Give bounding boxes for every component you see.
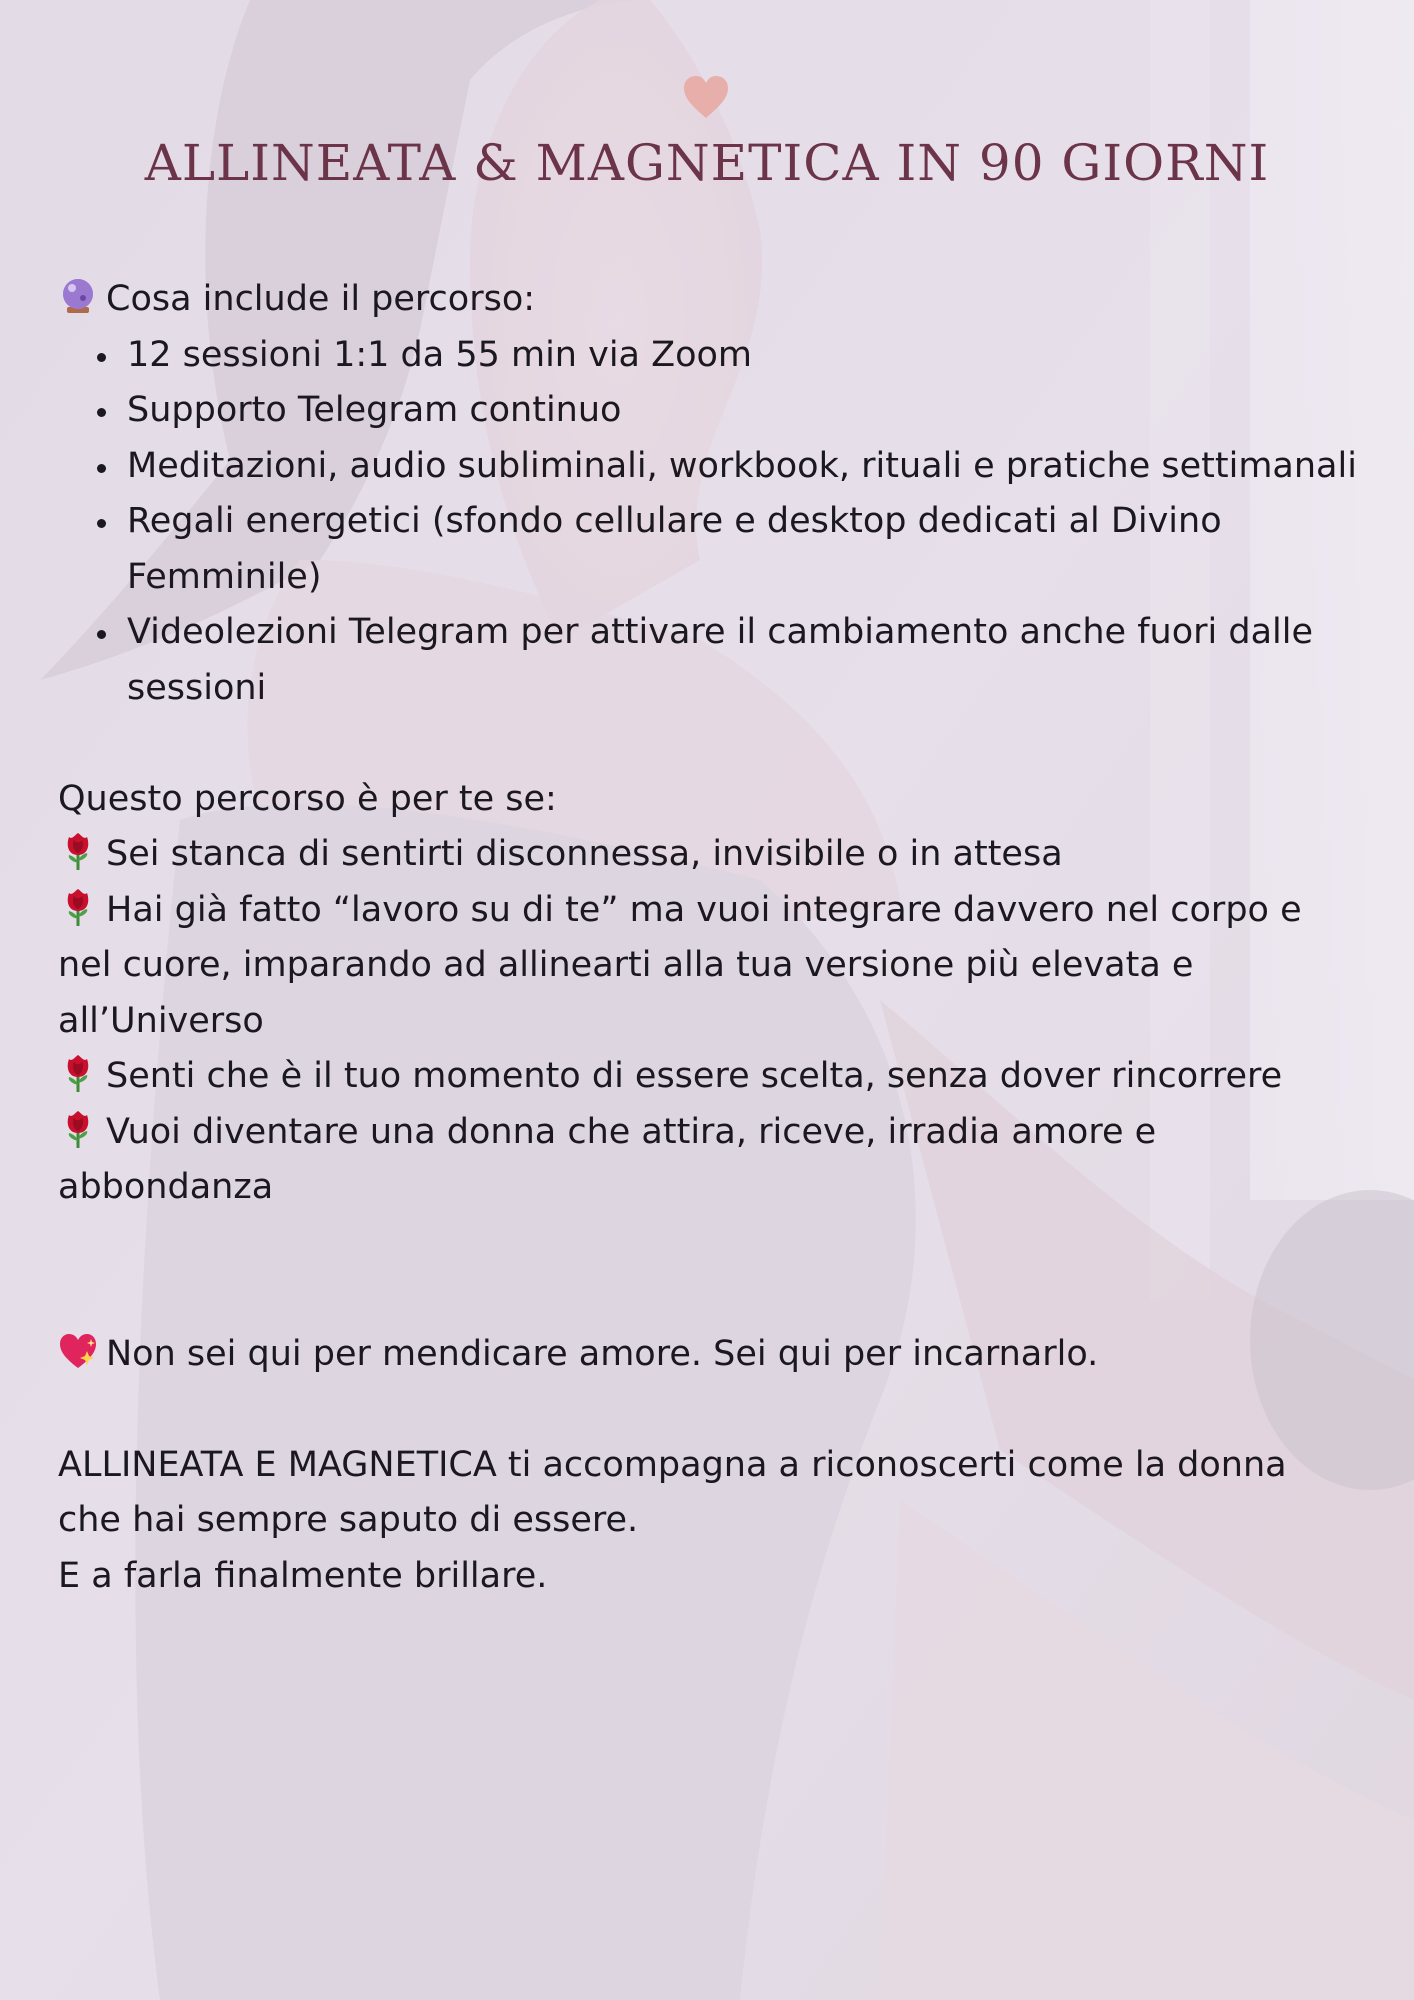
rose-icon xyxy=(58,1053,98,1093)
list-item: Meditazioni, audio subliminali, workbook, rituali e pratiche settimanali xyxy=(127,439,1358,495)
includes-list xyxy=(58,328,1358,717)
includes-heading-text: Cosa include il percorso: xyxy=(106,279,536,319)
closing-text: ALLINEATA E MAGNETICA ti accompagna a riconoscerti come la donna che hai sempre saputo di essere. xyxy=(58,1444,1287,1540)
list-item: Supporto Telegram continuo xyxy=(127,383,1358,439)
audience-item: Sei stanca di sentirti disconnessa, invisibile o in attesa xyxy=(58,827,1358,883)
rose-icon xyxy=(58,887,98,927)
audience-item: Hai già fatto “lavoro su di te” ma vuoi integrare davvero nel corpo e nel cuore, imparando ad allinearti alla tua versione più elevata e all’Universo xyxy=(58,883,1358,1050)
includes-heading xyxy=(58,272,1358,328)
list-item: Videolezioni Telegram per attivare il cambiamento anche fuori dalle sessioni xyxy=(127,605,1358,716)
audience-item: Vuoi diventare una donna che attira, riceve, irradia amore e abbondanza xyxy=(58,1105,1358,1216)
list-item: 12 sessioni 1:1 da 55 min via Zoom xyxy=(127,328,1358,384)
list-item: Regali energetici (sfondo cellulare e desktop dedicati al Divino Femminile) xyxy=(127,494,1358,605)
closing-text-last: E a farla finalmente brillare. xyxy=(58,1555,548,1596)
heart-icon xyxy=(682,74,730,120)
rose-icon xyxy=(58,831,98,871)
rose-icon xyxy=(58,1109,98,1149)
sparkling-heart-icon xyxy=(58,1331,98,1371)
content-body xyxy=(58,272,1358,1604)
crystal-ball-icon xyxy=(58,276,98,316)
page-title: ALLINEATA & MAGNETICA IN 90 GIORNI xyxy=(144,134,1270,192)
audience-item: Senti che è il tuo momento di essere scelta, senza dover rincorrere xyxy=(58,1049,1358,1105)
statement: Non sei qui per mendicare amore. Sei qui per incarnarlo. xyxy=(58,1327,1358,1383)
audience-heading: Questo percorso è per te se: xyxy=(58,778,557,819)
